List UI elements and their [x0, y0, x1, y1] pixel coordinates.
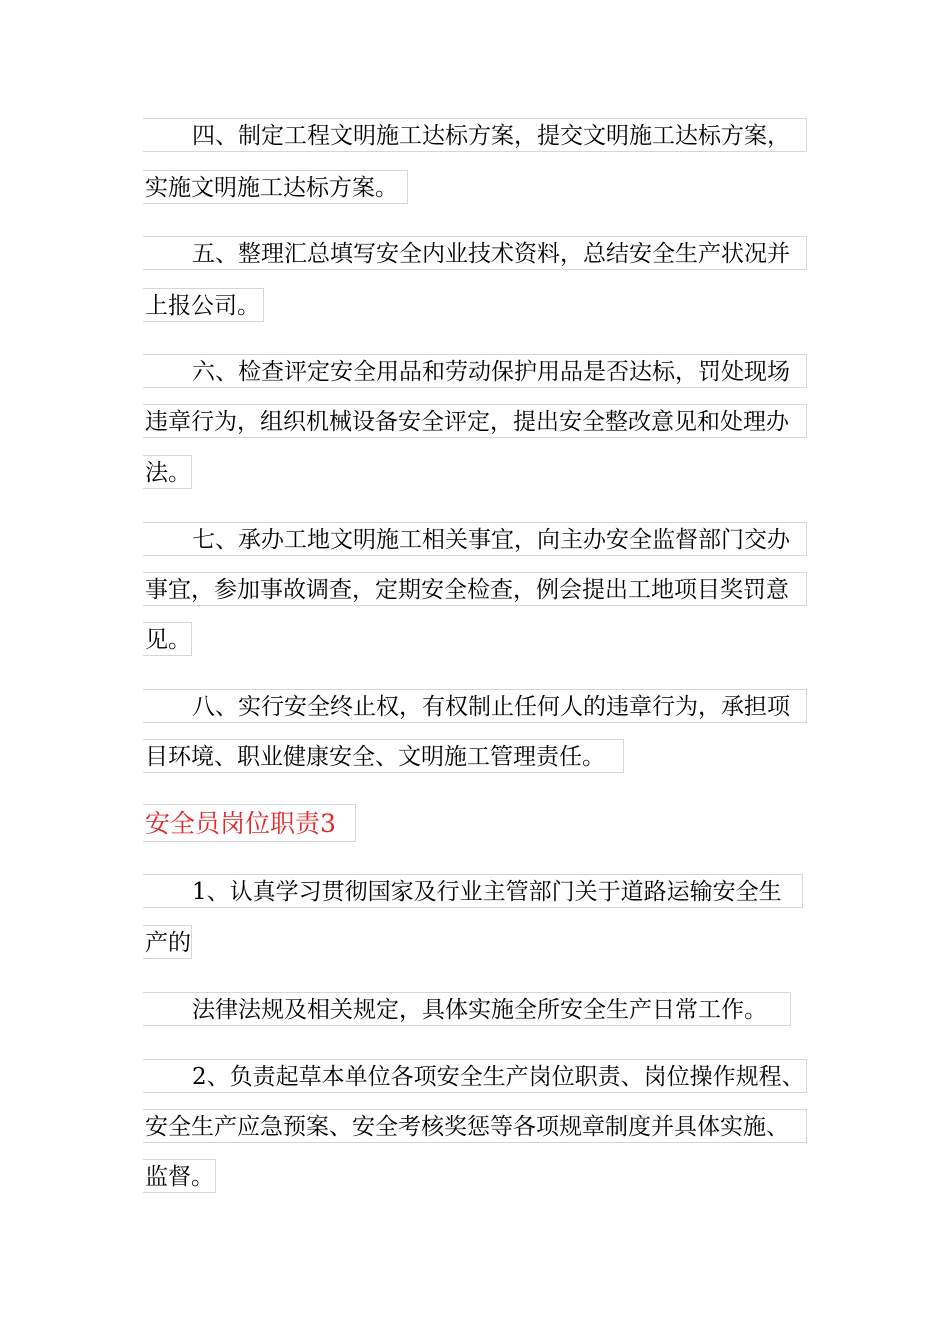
- item-2-line-3: 监督。: [143, 1159, 216, 1193]
- paragraph-5-line-2: 上报公司。: [143, 288, 264, 322]
- paragraph-8-line-1: 八、实行安全终止权，有权制止任何人的违章行为，承担项: [143, 689, 807, 723]
- paragraph-4-line-1: 四、制定工程文明施工达标方案，提交文明施工达标方案，: [143, 118, 807, 152]
- paragraph-7-line-2: 事宜，参加事故调查，定期安全检查，例会提出工地项目奖罚意: [143, 572, 807, 606]
- paragraph-8-line-2: 目环境、职业健康安全、文明施工管理责任。: [143, 739, 624, 773]
- paragraph-5-line-1: 五、整理汇总填写安全内业技术资料，总结安全生产状况并: [143, 236, 807, 270]
- paragraph-4-line-2: 实施文明施工达标方案。: [143, 170, 408, 204]
- paragraph-6-line-1: 六、检查评定安全用品和劳动保护用品是否达标，罚处现场: [143, 354, 807, 388]
- item-2-line-2: 安全生产应急预案、安全考核奖惩等各项规章制度并具体实施、: [143, 1109, 807, 1143]
- paragraph-7-line-3: 见。: [143, 622, 192, 656]
- item-2-line-1: 2、负责起草本单位各项安全生产岗位职责、岗位操作规程、: [143, 1059, 807, 1093]
- item-1-line-1: 1、认真学习贯彻国家及行业主管部门关于道路运输安全生: [143, 874, 803, 908]
- paragraph-6-line-2: 违章行为，组织机械设备安全评定，提出安全整改意见和处理办: [143, 404, 807, 438]
- section-heading: 安全员岗位职责3: [143, 804, 356, 842]
- item-1-line-3: 法律法规及相关规定，具体实施全所安全生产日常工作。: [143, 992, 791, 1026]
- paragraph-7-line-1: 七、承办工地文明施工相关事宜，向主办安全监督部门交办: [143, 522, 807, 556]
- paragraph-6-line-3: 法。: [143, 455, 192, 489]
- item-1-line-2: 产的: [143, 925, 192, 959]
